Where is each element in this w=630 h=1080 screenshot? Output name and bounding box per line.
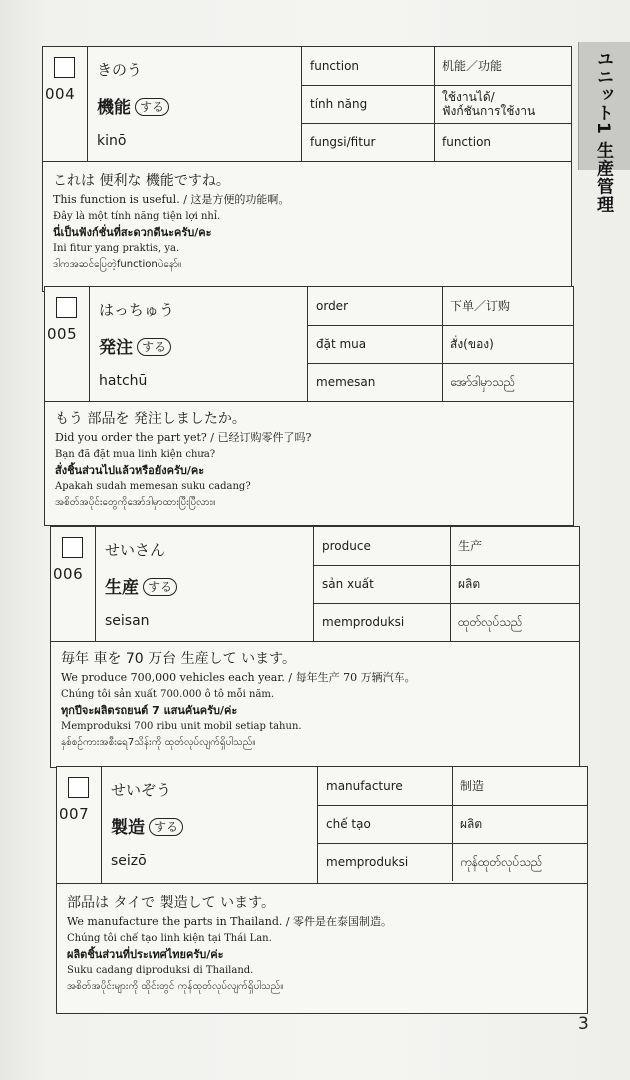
translation-term: manufacture	[318, 767, 453, 805]
vocab-entry-005	[44, 286, 574, 526]
translation-row	[318, 843, 587, 881]
translation-row	[302, 47, 571, 86]
translation-table	[314, 527, 579, 641]
word-kana: せいぞう	[111, 781, 172, 799]
unit-side-tab-label: ユニット1 生産管理	[593, 50, 613, 214]
study-checkbox[interactable]	[54, 57, 75, 78]
example-japanese: これは 便利な 機能ですね。	[53, 173, 230, 189]
word-romaji: seisan	[105, 613, 150, 629]
example-thai: ผลิตชิ้นส่วนที่ประเทศไทยครับ/ค่ะ	[67, 948, 224, 961]
translation-table	[302, 47, 571, 161]
translation-row	[308, 363, 573, 401]
word-kana: きのう	[97, 61, 143, 79]
example-thai: สั่งชิ้นส่วนไปแล้วหรือยังครับ/คะ	[55, 464, 205, 477]
entry-number: 007	[59, 805, 90, 823]
translation-meaning: ผลิต	[458, 577, 481, 591]
example-burmese: နှစ်စဉ်ကားအစီးရေ7သိန်းကို ထုတ်လုပ်လျက်ရှိပါသည်။	[61, 737, 256, 748]
translation-term: sản xuất	[314, 565, 451, 603]
study-checkbox[interactable]	[62, 537, 83, 558]
example-japanese: 毎年 車を 70 万台 生産して います。	[61, 651, 296, 667]
page-number: 3	[578, 1014, 589, 1034]
example-japanese: 部品は タイで 製造して います。	[67, 895, 275, 911]
translation-term: order	[308, 287, 443, 325]
translation-row	[318, 805, 587, 844]
translation-meaning: 生产	[458, 539, 483, 553]
translation-term: function	[302, 47, 435, 85]
entry-number: 006	[53, 565, 84, 583]
translation-term: memproduksi	[318, 843, 453, 881]
example-burmese: ဒါကအဆင်ပြေတဲ့functionပဲနော်။	[53, 259, 182, 270]
example-thai: ทุกปีจะผลิตรถยนต์ 7 แสนคันครับ/ค่ะ	[61, 704, 238, 717]
suru-badge: する	[143, 578, 177, 596]
translation-row	[314, 527, 579, 566]
example-block	[53, 167, 565, 273]
translation-term: tính năng	[302, 85, 435, 123]
word-kanji: 製造 する	[111, 813, 183, 838]
translation-meaning: function	[442, 135, 492, 149]
entry-header	[57, 767, 587, 884]
entry-number: 005	[47, 325, 78, 343]
word-romaji: seizō	[111, 853, 147, 869]
example-burmese: အစိတ်အပိုင်းတွေကိုအော်ဒါမှာထားပြီးပြီလား။	[55, 497, 216, 508]
word-romaji: hatchū	[99, 373, 148, 389]
translation-row	[318, 767, 587, 806]
example-block	[55, 405, 567, 511]
translation-row	[314, 603, 579, 641]
example-english-chinese: Did you order the part yet? / 已经订购零件了吗?	[55, 431, 312, 444]
translation-row	[308, 325, 573, 364]
entry-header	[45, 287, 573, 402]
translation-term: memesan	[308, 363, 443, 401]
translation-meaning: สั่ง(ของ)	[450, 337, 494, 351]
example-vietnamese: Chúng tôi chế tạo linh kiện tại Thái Lan.	[67, 933, 272, 944]
word-kanji: 生産 する	[105, 573, 177, 598]
vocab-entry-007	[56, 766, 588, 1014]
translation-meaning: အော်ဒါမှာသည်	[450, 375, 516, 389]
word-kanji: 発注 する	[99, 333, 171, 358]
translation-term: đặt mua	[308, 325, 443, 363]
entry-header	[51, 527, 579, 642]
example-indonesian: Memproduksi 700 ribu unit mobil setiap tahun.	[61, 721, 302, 732]
translation-meaning: 机能／功能	[442, 59, 503, 73]
translation-table	[318, 767, 587, 883]
vocab-entry-006	[50, 526, 580, 768]
example-english-chinese: This function is useful. / 这是方便的功能啊。	[53, 193, 290, 206]
translation-row	[308, 287, 573, 326]
study-checkbox[interactable]	[56, 297, 77, 318]
entry-number: 004	[45, 85, 76, 103]
example-indonesian: Suku cadang diproduksi di Thailand.	[67, 965, 254, 976]
word-romaji: kinō	[97, 133, 127, 149]
translation-table	[308, 287, 573, 401]
example-block	[67, 889, 581, 995]
translation-term: fungsi/fitur	[302, 123, 435, 161]
translation-meaning: ใช้งานได้/ ฟังก์ชันการใช้งาน	[442, 90, 536, 118]
example-thai: นี่เป็นฟังก์ชั่นที่สะดวกดีนะครับ/คะ	[53, 226, 212, 239]
example-english-chinese: We produce 700,000 vehicles each year. / 每年生产 70 万辆汽车。	[61, 671, 416, 684]
translation-row	[302, 123, 571, 161]
translation-meaning: 制造	[460, 779, 485, 793]
translation-row	[314, 565, 579, 604]
translation-meaning: 下单／订购	[450, 299, 511, 313]
word-kana: せいさん	[105, 541, 166, 559]
translation-meaning: ผลิต	[460, 817, 483, 831]
vocab-entry-004	[42, 46, 572, 292]
example-english-chinese: We manufacture the parts in Thailand. / 零件是在泰国制造。	[67, 915, 393, 928]
suru-badge: する	[137, 338, 171, 356]
translation-meaning: ကုန်ထုတ်လုပ်သည်	[460, 855, 543, 869]
example-japanese: もう 部品を 発注しましたか。	[55, 411, 246, 427]
example-burmese: အစိတ်အပိုင်းများကို ထိုင်းတွင် ကုန်ထုတ်လုပ်လျက်ရှိပါသည်။	[67, 981, 284, 992]
translation-meaning: ထုတ်လုပ်သည်	[458, 615, 523, 629]
example-vietnamese: Đây là một tính năng tiện lợi nhỉ.	[53, 211, 221, 222]
translation-term: memproduksi	[314, 603, 451, 641]
example-indonesian: Apakah sudah memesan suku cadang?	[55, 481, 251, 492]
example-indonesian: Ini fitur yang praktis, ya.	[53, 243, 180, 254]
word-kanji: 機能 する	[97, 93, 169, 118]
example-block	[61, 645, 573, 751]
word-kana: はっちゅう	[99, 301, 175, 319]
entry-header	[43, 47, 571, 162]
example-vietnamese: Bạn đã đặt mua linh kiện chưa?	[55, 449, 216, 460]
translation-term: chế tạo	[318, 805, 453, 843]
example-vietnamese: Chúng tôi sản xuất 700.000 ô tô mỗi năm.	[61, 689, 275, 700]
translation-row	[302, 85, 571, 124]
suru-badge: する	[135, 98, 169, 116]
suru-badge: する	[149, 818, 183, 836]
study-checkbox[interactable]	[68, 777, 89, 798]
translation-term: produce	[314, 527, 451, 565]
